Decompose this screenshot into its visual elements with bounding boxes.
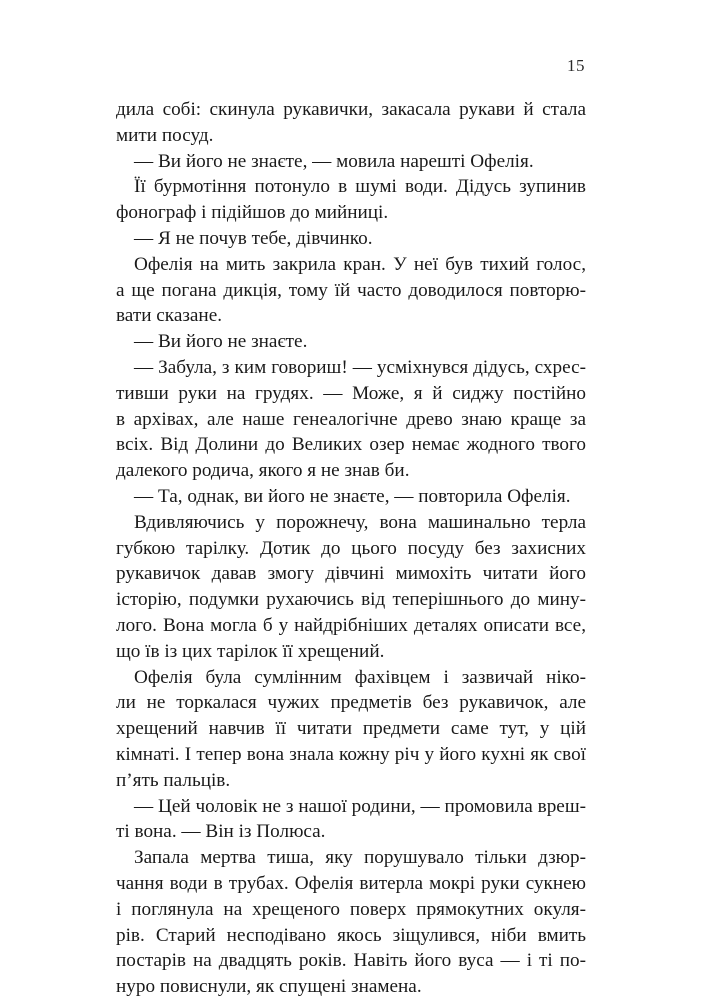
text-line: лого. Вона могла б у найдрібніших деталях описати все, xyxy=(116,614,586,636)
text-line: тивши руки на грудях. — Може, я й сиджу постійно xyxy=(116,382,586,404)
text-line: мити посуд. xyxy=(116,124,214,146)
text-line: Її бурмотіння потонуло в шумі води. Дідусь зупинив xyxy=(134,176,586,198)
text-line: Офелія на мить закрила кран. У неї був тихий голос, xyxy=(134,253,586,275)
text-line: вати сказане. xyxy=(116,305,223,327)
text-line: а ще погана дикція, тому їй часто доводилося повторю- xyxy=(116,279,586,301)
text-line: ли не торкалася чужих предметів без рукавичок, але xyxy=(116,692,586,714)
text-line: рукавичок давав змогу дівчині мимохіть читати його xyxy=(116,563,586,585)
text-line: — Я не почув тебе, дівчинко. xyxy=(134,227,373,249)
text-line: хрещений навчив її читати предмети саме тут, у цій xyxy=(116,718,586,740)
text-line: всіх. Від Долини до Великих озер немає жодного твого xyxy=(116,434,586,456)
text-line: ті вона. — Він із Полюса. xyxy=(116,821,326,843)
text-line: рів. Старий несподівано якось зіщулився, ніби вмить xyxy=(116,924,586,946)
text-line: що їв із цих тарілок її хрещений. xyxy=(116,640,385,662)
text-line: чання води в трубах. Офелія витерла мокрі руки сукнею xyxy=(116,872,586,894)
text-line: дила собі: скинула рукавички, закасала рукави й стала xyxy=(116,99,586,120)
text-line: Офелія була сумлінним фахівцем і зазвичай ніко- xyxy=(134,666,586,688)
page-number: 15 xyxy=(567,56,585,75)
text-line: — Та, однак, ви його не знаєте, — повторила Офелія. xyxy=(134,485,571,507)
text-line: історію, подумки рухаючись від теперішнього до мину- xyxy=(116,589,586,611)
text-line: п’ять пальців. xyxy=(116,769,231,791)
text-line: — Ви його не знаєте. xyxy=(134,331,308,353)
text-line: — Забула, з ким говориш! — усміхнувся дідусь, схрес- xyxy=(134,356,586,378)
text-line: нуро повиснули, як спущені знамена. xyxy=(116,976,422,998)
text-line: Запала мертва тиша, яку порушувало тільки дзюр- xyxy=(134,847,586,869)
text-line: далекого родича, якого я не знав би. xyxy=(116,460,410,482)
text-line: губкою тарілку. Дотик до цього посуду без захисних xyxy=(116,537,586,559)
text-line: фонограф і підійшов до мийниці. xyxy=(116,202,389,224)
text-line: кімнаті. І тепер вона знала кожну річ у його кухні як свої xyxy=(116,743,586,765)
body-text xyxy=(116,97,586,1000)
text-line: — Ви його не знаєте, — мовила нарешті Офелія. xyxy=(134,150,534,172)
text-line: Вдивляючись у порожнечу, вона машинально терла xyxy=(134,511,586,533)
text-line: — Цей чоловік не з нашої родини, — промовила вреш- xyxy=(134,795,586,817)
text-line: і поглянула на хрещеного поверх прямокутних окуля- xyxy=(116,898,586,920)
text-line: постарів на двадцять років. Навіть його вуса — і ті по- xyxy=(116,950,586,972)
text-line: в архівах, але наше генеалогічне древо знаю краще за xyxy=(116,408,586,430)
